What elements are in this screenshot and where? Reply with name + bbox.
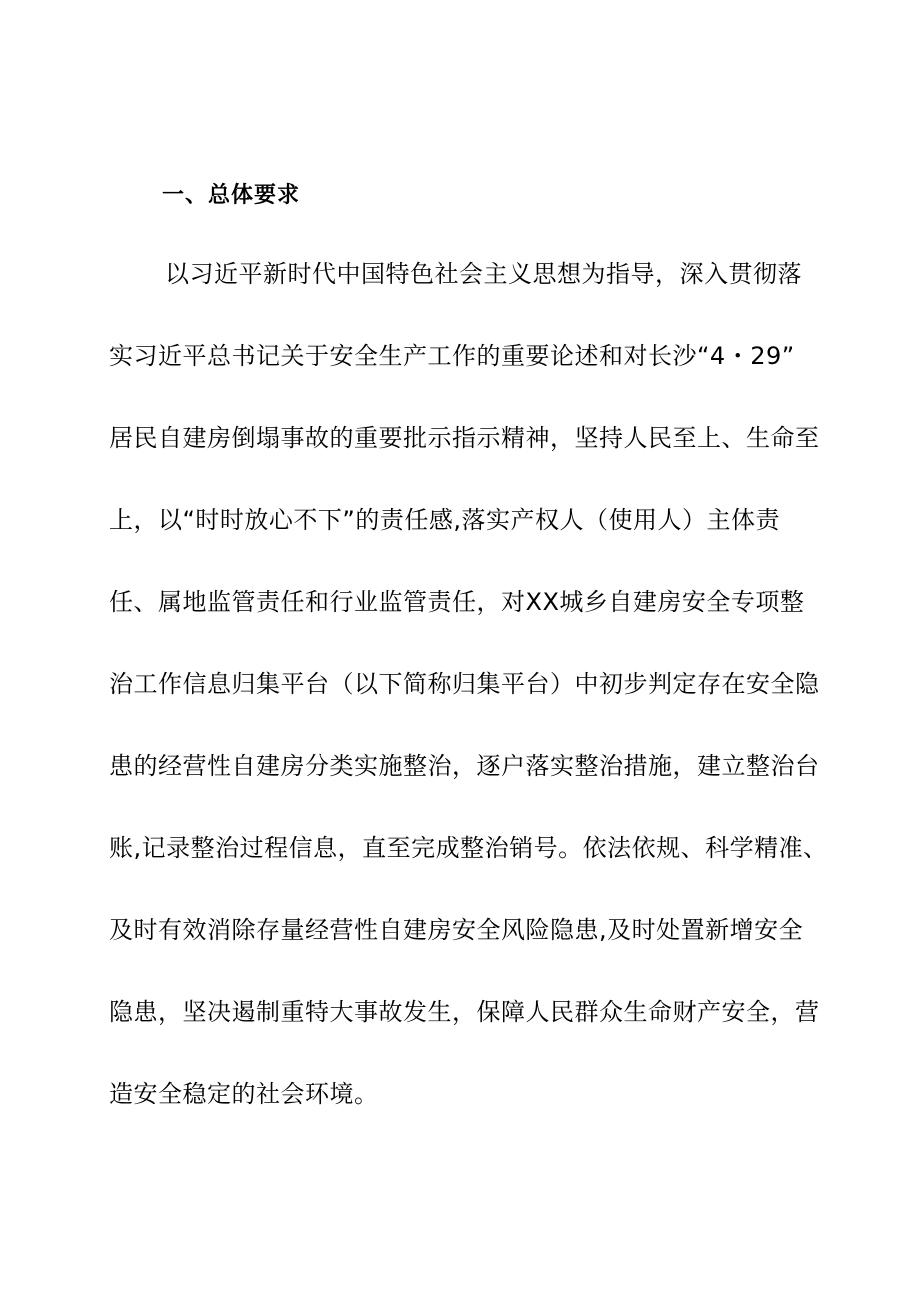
paragraph-line: 患的经营性自建房分类实施整治，逐户落实整治措施，建立整治台 (109, 752, 820, 780)
section-heading: 一、总体要求 (162, 183, 301, 208)
paragraph-line: 隐患，坚决遏制重特大事故发生，保障人民群众生命财产安全，营 (109, 998, 820, 1026)
paragraph-line: 账,记录整治过程信息，直至完成整治销号。依法依规、科学精准、 (109, 834, 828, 862)
paragraph-line: 居民自建房倒塌事故的重要批示指示精神，坚持人民至上、生命至 (109, 424, 820, 452)
paragraph-line: 以习近平新时代中国特色社会主义思想为指导，深入贯彻落 (165, 260, 802, 288)
paragraph-line: 造安全稳定的社会环境。 (109, 1080, 379, 1108)
paragraph-line: 治工作信息归集平台（以下简称归集平台）中初步判定存在安全隐 (109, 670, 820, 698)
paragraph-line: 实习近平总书记关于安全生产工作的重要论述和对长沙“4・29” (109, 342, 795, 370)
paragraph-line: 任、属地监管责任和行业监管责任，对XX城乡自建房安全专项整 (109, 588, 805, 616)
paragraph-line: 及时有效消除存量经营性自建房安全风险隐患,及时处置新增安全 (109, 916, 804, 944)
paragraph-line: 上，以“时时放心不下”的责任感,落实产权人（使用人）主体责 (109, 506, 780, 534)
